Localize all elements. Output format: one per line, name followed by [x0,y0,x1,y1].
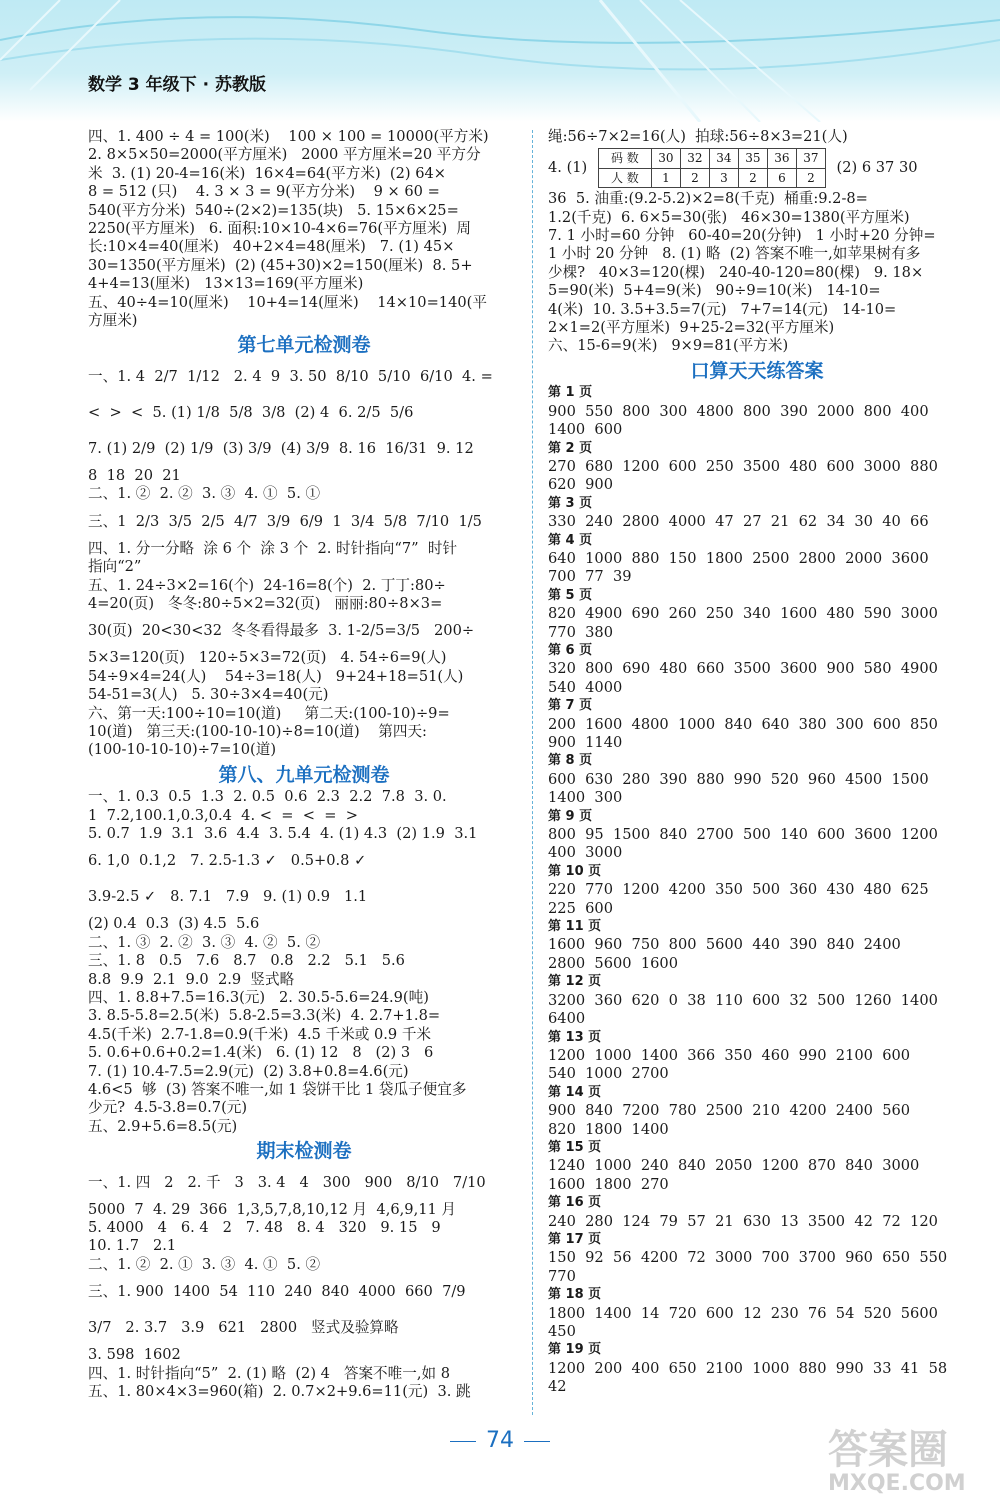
answer-line: 900 1140 [548,734,623,751]
answer-line: 五、1. 24÷3×2=16(个) 24-16=8(个) 2. 丁丁:80÷ [88,576,446,594]
answer-line: 10. 1.7 2.1 [88,1237,177,1255]
answer-line: 200 1600 4800 1000 840 640 380 300 600 850 [548,715,938,733]
answer-line: 770 [548,1267,576,1285]
answer-line: 770 380 [548,623,613,641]
answer-line: 三、1. 8 0.5 7.6 8.7 0.8 2.2 5.1 5.6 [88,952,405,970]
page-label: 第 11 页 [548,919,602,935]
page-label: 第 12 页 [548,974,602,990]
unit6-answers [88,128,520,330]
answer-line: 五、40÷4=10(厘米) 10+4=14(厘米) 14×10=140(平 [88,293,487,311]
shoe-size-table [598,148,826,188]
table-cell: 32 [680,149,709,168]
answer-line: 3.9-2.5 ✓ 8. 7.1 7.9 9. (1) 0.9 1.1 [88,888,368,906]
answer-line: 二、1. ② 2. ② 3. ③ 4. ① 5. ① [88,485,321,503]
answer-line: 5=90(米) 5+4=9(米) 90÷9=10(米) 14-10= [548,282,881,300]
table-cell: 1 [651,168,680,187]
table-cell: 2 [796,168,825,187]
answer-line: 540 1000 2700 [548,1065,669,1083]
page-label: 第 7 页 [548,698,593,714]
footer-dash-left [450,1441,476,1442]
answer-line: 4.6<5 够 (3) 答案不唯一,如 1 袋饼干比 1 袋瓜子便宜多 [88,1081,467,1099]
table-suffix: (2) 6 37 30 [836,159,918,177]
answer-line: 8 = 512 (只) 4. 3 × 3 = 9(平方分米) 9 × 60 = [88,183,440,201]
page-label: 第 16 页 [548,1195,602,1211]
answer-line: 600 630 280 390 880 990 520 960 4500 1500 [548,770,929,788]
answer-line: 540 4000 [548,678,623,696]
answer-line: 一、1. 四 2 2. 千 3 3. 4 4 300 900 8/10 7/10 [88,1173,486,1191]
answer-line: 长:10×4=40(厘米) 40+2×4=48(厘米) 7. (1) 45× [88,238,455,256]
page-label: 第 4 页 [548,532,593,548]
answer-line: 900 550 800 300 4800 800 390 2000 800 400 [548,402,929,420]
answer-line: 1200 200 400 650 2100 1000 880 990 33 41 58 [548,1359,948,1377]
answer-line: 一、1. 4 2/7 1/12 2. 4 9 3. 50 8/10 5/10 6/10 4. = [88,367,493,385]
answer-line: 3200 360 620 0 38 110 600 32 500 1260 1400 [548,991,938,1009]
answer-line: 30(页) 20<30<32 冬冬看得最多 3. 1-2/5=3/5 200÷ [88,622,475,640]
final-exam-answers [88,1165,520,1402]
answer-line: 五、1. 80×4×3=960(箱) 2. 0.7×2+9.6=11(元) 3. 跳 [88,1383,471,1401]
answer-line: 240 280 124 79 57 21 630 13 3500 42 72 120 [548,1212,938,1230]
answer-line: 1 7.2,100.1,0.3,0.4 4. < = < = > [88,806,358,824]
answer-line: (2) 0.4 0.3 (3) 4.5 5.6 [88,915,260,933]
answer-line: 1600 1800 270 [548,1175,669,1193]
table-prefix: 4. (1) [548,159,588,177]
answer-line: 4(米) 10. 3.5+3.5=7(元) 7+7=14(元) 14-10= [548,300,897,318]
answer-line: 2250(平方厘米) 6. 面积:10×10-4×6=76(平方厘米) 周 [88,220,472,238]
answer-line: 二、1. ② 2. ① 3. ③ 4. ① 5. ② [88,1255,321,1273]
answer-line: 270 680 1200 600 250 3500 480 600 3000 880 [548,457,938,475]
answer-line: 42 [548,1378,567,1396]
answer-line: 四、1. 400 ÷ 4 = 100(米) 100 × 100 = 10000(平方米) [88,128,489,145]
unit7-answers [88,359,520,760]
answer-line: 四、1. 时针指向“5” 2. (1) 略 (2) 4 答案不唯一,如 8 [88,1364,450,1382]
page-label: 第 1 页 [548,385,593,401]
answer-line: 7. (1) 10.4-7.5=2.9(元) (2) 3.8+0.8=4.6(元) [88,1062,409,1080]
answer-line: 7. 1 小时=60 分钟 60-40=20(分钟) 1 小时+20 分钟= [548,227,936,245]
answer-line: 方厘米) [88,312,138,330]
watermark-text: 答案圈 [828,1427,948,1473]
left-column [88,128,520,1402]
answer-line: < > < 5. (1) 1/8 5/8 3/8 (2) 4 6. 2/5 5/6 [88,403,414,421]
answer-line: 54÷9×4=24(人) 54÷3=18(人) 9+24+18=51(人) [88,667,464,685]
answer-line: 四、1. 分一分略 涂 6 个 涂 3 个 2. 时针指向“7” 时针 [88,539,458,557]
answer-line: 900 840 7200 780 2500 210 4200 2400 560 [548,1102,911,1120]
unit89-answers [88,788,520,1136]
answer-line: 450 [548,1323,576,1340]
answer-line: 六、第一天:100÷10=10(道) 第二天:(100-10)÷9= [88,704,450,722]
answer-line: 6. 1,0 0.1,2 7. 2.5-1.3 ✓ 0.5+0.8 ✓ [88,852,367,870]
table-cell: 30 [651,149,680,168]
page-label: 第 6 页 [548,642,593,658]
answer-line: 30=1350(平方厘米) (2) (45+30)×2=150(厘米) 8. 5+ [88,256,473,274]
answer-line: 700 77 39 [548,568,632,586]
table-cell: 37 [796,149,825,168]
answer-line: 150 92 56 4200 72 3000 700 3700 960 650 550 [548,1249,948,1267]
book-label: 数学 3 年级下 · 苏教版 [88,75,266,95]
right-column [548,128,966,1397]
page-number-text: 74 [486,1428,514,1453]
table-cell: 2 [738,168,767,187]
answer-line: 1400 600 [548,421,623,439]
answer-line: 1800 1400 14 720 600 12 230 76 54 520 5600 [548,1304,938,1322]
wave-pattern-icon [0,0,1000,122]
answer-line: 8.8 9.9 2.1 9.0 2.9 竖式略 [88,970,295,988]
answer-line: 36 5. 油重:(9.2-5.2)×2=8(千克) 桶重:9.2-8= [548,190,868,208]
answer-line: 三、1 2/3 3/5 2/5 4/7 3/9 6/9 1 3/4 5/8 7/10 1/5 [88,512,482,530]
answer-line: 10(道) 第三天:(100-10-10)÷8=10(道) 第四天: [88,722,427,740]
answer-line: 5. 0.6+0.6+0.2=1.4(米) 6. (1) 12 8 (2) 3 6 [88,1044,434,1062]
answer-line: 5. 4000 4 6. 4 2 7. 48 8. 4 320 9. 15 9 [88,1219,441,1237]
answer-line: 1600 960 750 800 5600 440 390 840 2400 [548,936,901,954]
table-cell: 6 [767,168,796,187]
table-header: 码 数 [598,149,651,168]
answer-line: 1400 300 [548,789,623,807]
table-cell: 36 [767,149,796,168]
answer-line: 6400 [548,1010,586,1028]
watermark-url: MXQE.COM [828,1471,966,1496]
page-label: 第 5 页 [548,587,593,603]
answer-line: 二、1. ③ 2. ② 3. ③ 4. ② 5. ② [88,933,321,951]
answer-line: 54-51=3(人) 5. 30÷3×4=40(元) [88,686,329,704]
table-header: 人 数 [598,168,651,187]
page-label: 第 19 页 [548,1342,602,1358]
answer-line: 5000 7 4. 29 366 1,3,5,7,8,10,12 月 4,6,9,11 月 [88,1200,457,1218]
answer-line: 一、1. 0.3 0.5 1.3 2. 0.5 0.6 2.3 2.2 7.8 3. 0. [88,788,447,806]
page-label: 第 10 页 [548,863,602,879]
page-label: 第 17 页 [548,1231,602,1247]
answer-line: 2800 5600 1600 [548,954,678,972]
answer-line: 620 900 [548,476,613,494]
answer-line: 400 3000 [548,844,623,862]
footer-dash-right [524,1441,550,1442]
table-cell: 35 [738,149,767,168]
page-label: 第 2 页 [548,440,593,456]
final-exam-title: 期末检测卷 [256,1140,352,1163]
answer-line: (100-10-10-10)÷7=10(道) [88,741,277,759]
answer-line: 8 18 20 21 [88,466,181,484]
table-cell: 34 [709,149,738,168]
answer-line: 540(平方分米) 540÷(2×2)=135(块) 5. 15×6×25= [88,201,459,219]
answer-line: 7. (1) 2/9 (2) 1/9 (3) 3/9 (4) 3/9 8. 16 16/31 9. 12 [88,439,474,457]
page-label: 第 13 页 [548,1029,602,1045]
shoe-size-row [548,148,966,188]
answer-line: 3. 8.5-5.8=2.5(米) 5.8-2.5=3.3(米) 4. 2.7+1.8= [88,1007,441,1025]
table-row [598,168,825,187]
answer-line: 4.5(千米) 2.7-1.8=0.9(千米) 4.5 千米或 0.9 千米 [88,1025,432,1043]
answer-line: 五、2.9+5.6=8.5(元) [88,1117,238,1135]
answer-line: 米 3. (1) 20-4=16(米) 16×4=64(平方米) (2) 64× [88,164,447,182]
answer-line: 1200 1000 1400 366 350 460 990 2100 600 [548,1046,911,1064]
kousuan-title: 口算天天练答案 [690,359,824,382]
answer-line: 220 770 1200 4200 350 500 360 430 480 625 [548,881,929,899]
answer-line: 4=20(页) 冬冬:80÷5×2=32(页) 丽丽:80÷8×3= [88,594,443,612]
answer-line: 3/7 2. 3.7 3.9 621 2800 竖式及验算略 [88,1319,399,1337]
answer-line: 640 1000 880 150 1800 2500 2800 2000 3600 [548,549,929,567]
answer-line: 2. 8×5×50=2000(平方厘米) 2000 平方厘米=20 平方分 [88,146,481,164]
answer-line: 三、1. 900 1400 54 110 240 840 4000 660 7/9 [88,1283,466,1301]
answer-line: 5. 0.7 1.9 3.1 3.6 4.4 3. 5.4 4. (1) 4.3 (2) 1.9 3.1 [88,824,478,842]
page-label: 第 14 页 [548,1084,602,1100]
page-label: 第 18 页 [548,1287,602,1303]
answer-line: 820 4900 690 260 250 340 1600 480 590 3000 [548,605,938,623]
answer-line: 绳:56÷7×2=16(人) 拍球:56÷8×3=21(人) [548,128,848,145]
answer-line: 指向“2” [88,558,142,576]
answer-line: 330 240 2800 4000 47 27 21 62 34 30 40 66 [548,513,929,531]
answer-line: 少棵? 40×3=120(棵) 240-40-120=80(棵) 9. 18× [548,263,924,281]
watermark-logo [828,1428,988,1498]
answer-line: 820 1800 1400 [548,1120,669,1138]
answer-line: 3. 598 1602 [88,1346,181,1364]
column-divider [532,130,533,1415]
answer-line: 1 小时 20 分钟 8. (1) 略 (2) 答案不唯一,如苹果树有多 [548,245,921,263]
answer-line: 225 600 [548,899,613,917]
answer-line: 2×1=2(平方厘米) 9+25-2=32(平方厘米) [548,319,835,337]
answer-line: 六、15-6=9(米) 9×9=81(平方米) [548,337,789,355]
unit89-title: 第八、九单元检测卷 [218,763,390,786]
answer-line: 800 95 1500 840 2700 500 140 600 3600 1200 [548,826,938,844]
page-label: 第 8 页 [548,753,593,769]
header-banner [0,0,1000,122]
kousuan-pages [548,384,966,1396]
answer-line: 5×3=120(页) 120÷5×3=72(页) 4. 54÷6=9(人) [88,649,447,667]
table-cell: 3 [709,168,738,187]
page-label: 第 15 页 [548,1139,602,1155]
page-label: 第 9 页 [548,808,593,824]
answer-line: 四、1. 8.8+7.5=16.3(元) 2. 30.5-5.6=24.9(吨) [88,989,429,1006]
page-label: 第 3 页 [548,495,593,511]
answer-line: 1240 1000 240 840 2050 1200 870 840 3000 [548,1157,920,1175]
answer-line: 4+4=13(厘米) 13×13=169(平方厘米) [88,275,364,293]
table-cell: 2 [680,168,709,187]
unit7-title: 第七单元检测卷 [237,334,371,357]
answer-line: 少元? 4.5-3.8=0.7(元) [88,1099,248,1117]
answer-line: 1.2(千克) 6. 6×5=30(张) 46×30=1380(平方厘米) [548,208,910,226]
answer-line: 320 800 690 480 660 3500 3600 900 580 4900 [548,660,938,678]
table-row [598,149,825,168]
